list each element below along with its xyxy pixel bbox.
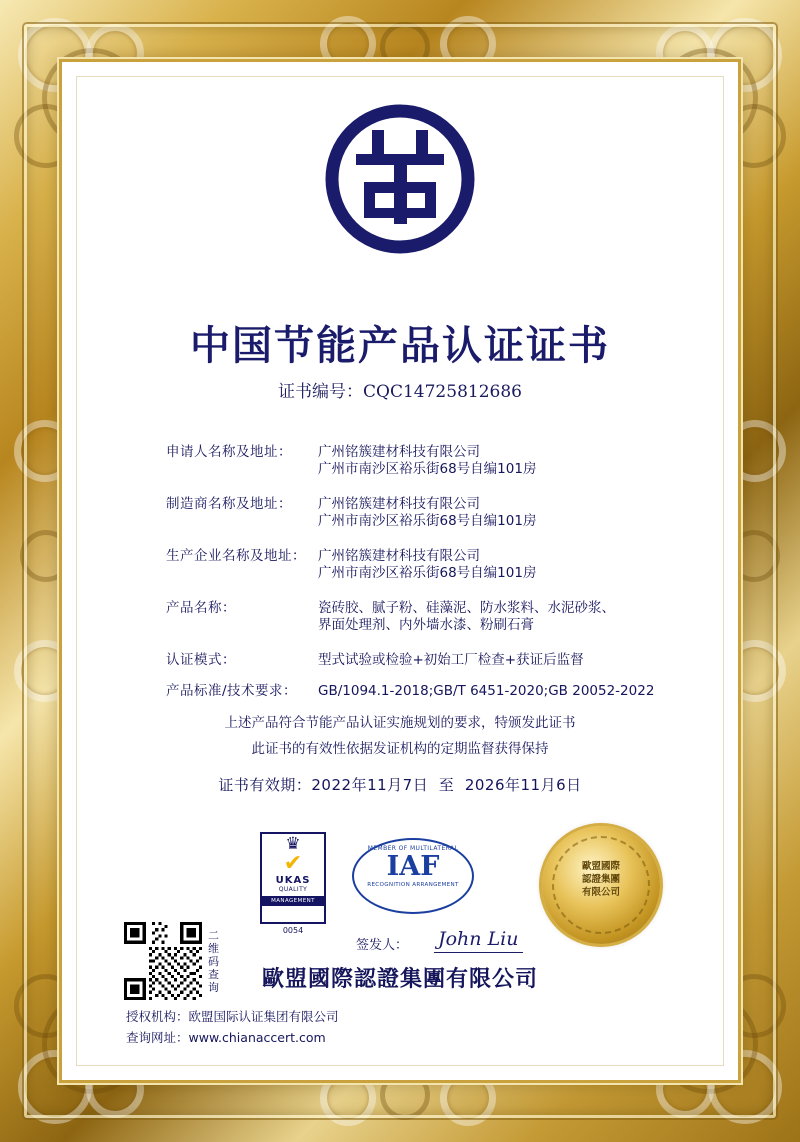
field-value-line2: 界面处理剂、内外墙水漆、粉刷石膏 <box>318 617 534 633</box>
field-value-line1: 广州铭簇建材科技有限公司 <box>318 548 480 564</box>
qr-caption-line2: 维 <box>208 941 219 955</box>
field-value <box>318 548 678 582</box>
qr-code-icon[interactable] <box>124 922 202 1000</box>
ukas-subtitle: QUALITY <box>278 886 308 893</box>
field-value-line1: GB/1094.1-2018;GB/T 6451-2020;GB 20052-2022 <box>318 683 655 699</box>
gold-embossed-seal <box>542 826 660 944</box>
field-value <box>318 444 678 478</box>
field-label: 认证模式： <box>166 652 236 668</box>
field-label: 产品名称： <box>166 600 236 616</box>
footer-authority <box>126 1006 339 1027</box>
signature-label: 签发人： <box>356 938 409 953</box>
ukas-name: UKAS <box>275 875 311 886</box>
gold-seal-line1: 歐盟國際 <box>581 861 620 872</box>
field-value <box>318 600 678 634</box>
field-value-line1: 广州铭簇建材科技有限公司 <box>318 496 480 512</box>
field-row-product-name <box>166 600 678 634</box>
statement-line2: 此证书的有效性依据发证机构的定期监督获得保持 <box>251 741 549 757</box>
certificate-number-label: 证书编号： <box>278 382 364 402</box>
footer-authority-label: 授权机构： <box>126 1009 189 1024</box>
gold-seal-line3: 有限公司 <box>581 887 620 898</box>
certificate-number-value: CQC14725812686 <box>363 382 522 402</box>
qr-caption <box>208 929 222 994</box>
check-icon: ✔ <box>283 851 303 876</box>
field-row-certification-mode <box>166 652 678 669</box>
statement-text <box>62 710 738 762</box>
qr-caption-line4: 查 <box>208 967 219 981</box>
footer-website-value[interactable]: www.chianaccert.com <box>188 1030 326 1045</box>
field-row-manufacturer <box>166 496 678 530</box>
logo-wrap <box>62 104 738 254</box>
gold-seal-line2: 認證集團 <box>581 874 620 885</box>
field-value <box>318 652 678 669</box>
qr-block <box>124 922 222 1000</box>
iaf-bottom-text: RECOGNITION ARRANGEMENT <box>367 882 459 888</box>
iaf-main-text: IAF <box>386 851 440 882</box>
field-value-line2: 广州市南沙区裕乐街68号自编101房 <box>318 461 537 477</box>
field-list <box>166 444 678 714</box>
ukas-bar: MANAGEMENT <box>262 896 324 906</box>
validity-end: 2026年11月6日 <box>464 776 582 794</box>
field-value <box>318 496 678 530</box>
gold-seal-center-text <box>564 860 638 899</box>
field-label: 制造商名称及地址： <box>166 496 292 512</box>
crown-icon: ♛ <box>285 834 301 854</box>
china-energy-saving-logo-icon <box>320 104 480 254</box>
footer-info <box>126 1006 339 1048</box>
certificate-paper <box>62 62 738 1080</box>
footer-website-label: 查询网址： <box>126 1030 189 1045</box>
footer-website <box>126 1027 339 1048</box>
field-row-product-standard <box>166 683 678 700</box>
certificate-number <box>62 377 738 402</box>
validity-period <box>62 774 738 795</box>
validity-separator: 至 <box>438 776 455 794</box>
validity-label: 证书有效期： <box>218 776 312 794</box>
qr-caption-line1: 二 <box>208 928 219 942</box>
qr-caption-line3: 码 <box>208 954 219 968</box>
page-title: 中国节能产品认证证书 <box>190 323 610 369</box>
ukas-seal <box>260 832 326 924</box>
iaf-top-text: MEMBER OF MULTILATERAL <box>367 845 459 852</box>
organization-name: 歐盟國際認證集團有限公司 <box>261 967 538 992</box>
field-label: 生产企业名称及地址： <box>166 548 306 564</box>
signature-script: John Liu <box>434 928 523 953</box>
ukas-number: 0054 <box>282 926 304 935</box>
field-row-applicant <box>166 444 678 478</box>
statement-line1: 上述产品符合节能产品认证实施规划的要求，特颁发此证书 <box>224 715 576 731</box>
validity-start: 2022年11月7日 <box>311 776 429 794</box>
footer-authority-value: 欧盟国际认证集团有限公司 <box>188 1009 339 1024</box>
field-row-production-enterprise <box>166 548 678 582</box>
field-value-line2: 广州市南沙区裕乐街68号自编101房 <box>318 565 537 581</box>
iaf-seal <box>352 838 474 914</box>
field-value-line1: 广州铭簇建材科技有限公司 <box>318 444 480 460</box>
field-value-line2: 广州市南沙区裕乐街68号自编101房 <box>318 513 537 529</box>
field-label: 申请人名称及地址： <box>166 444 292 460</box>
field-label: 产品标准/技术要求： <box>166 683 298 699</box>
field-value <box>318 683 678 700</box>
field-value-line1: 瓷砖胶、腻子粉、硅藻泥、防水浆料、水泥砂浆、 <box>318 600 615 616</box>
qr-caption-line5: 询 <box>208 980 219 994</box>
field-value-line1: 型式试验或检验+初始工厂检查+获证后监督 <box>318 652 584 668</box>
